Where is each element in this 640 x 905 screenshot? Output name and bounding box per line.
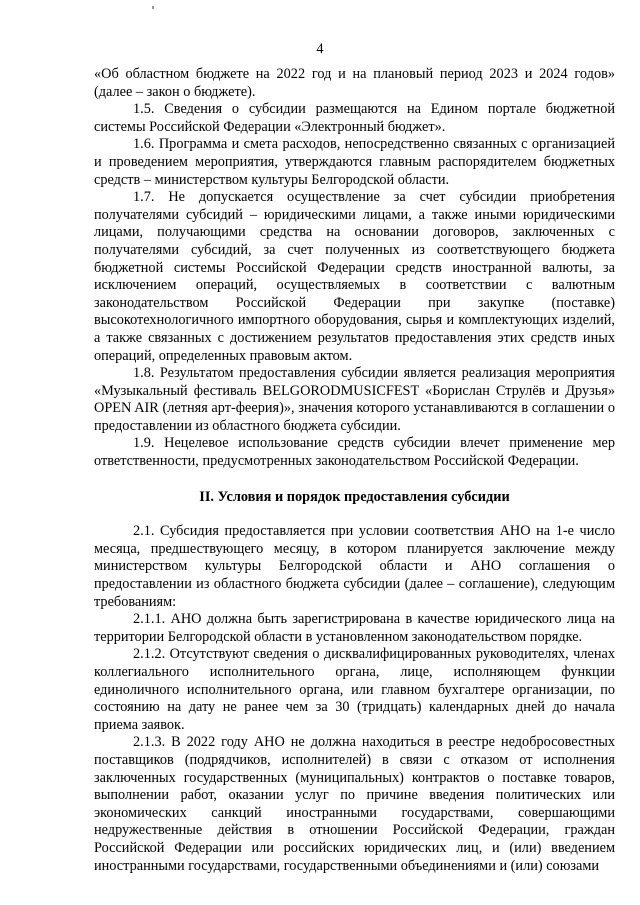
paragraph-1-6: 1.6. Программа и смета расходов, непосредственно связанных с организацией и проведением мероприятия, утверждаются главным распорядителем бюджетных средств – министерством культуры Белгородской области. bbox=[94, 136, 615, 188]
paragraph-2-1-2: 2.1.2. Отсутствуют сведения о дисквалифицированных руководителях, членах коллегиального исполнительного органа, лице, исполняющем функции единоличного исполнительного органа, или главном бухгалтере организации, по состоянию на дату не ранее чем за 30 (тридцать) календарных дней до начала приема заявок. bbox=[94, 646, 615, 733]
paragraph-2-1: 2.1. Субсидия предоставляется при условии соответствия АНО на 1-е число месяца, предшествующего месяцу, в котором планируется заключение между министерством культуры Белгородской области и АНО соглашения о предоставлении из областного бюджета субсидии (далее – соглашение), следующим требованиям: bbox=[94, 523, 615, 610]
paragraph-1-9: 1.9. Нецелевое использование средств субсидии влечет применение мер ответственности, предусмотренных законодательством Российской Федерации. bbox=[94, 435, 615, 470]
scan-speck bbox=[152, 6, 154, 9]
paragraph-1-8: 1.8. Результатом предоставления субсидии является реализация мероприятия «Музыкальный фестиваль BELGORODMUSICFEST «Борислан Струлёв и Друзья» OPEN AIR (летняя арт-феерия)», значения которого устанавливаются в соглашении о предоставлении из областного бюджета субсидии. bbox=[94, 365, 615, 434]
paragraph-1-5: 1.5. Сведения о субсидии размещаются на Едином портале бюджетной системы Российской Федерации «Электронный бюджет». bbox=[94, 101, 615, 135]
paragraph-2-1-1: 2.1.1. АНО должна быть зарегистрирована в качестве юридического лица на территории Белгородской области в установленном законодательством порядке. bbox=[94, 611, 615, 645]
paragraph-budget-law-ref: «Об областном бюджете на 2022 год и на плановый период 2023 и 2024 годов» (далее – закон о бюджете). bbox=[94, 66, 615, 100]
page-number: 4 bbox=[316, 41, 324, 57]
document-body bbox=[94, 66, 615, 875]
section-heading: II. Условия и порядок предоставления субсидии bbox=[199, 488, 510, 505]
paragraph-1-7: 1.7. Не допускается осуществление за счет субсидии приобретения получателями субсидий – юридическими лицами, а также иными юридическими лицами, получающими средства на основании договоров, заключенных с получателями субсидий, за счет полученных из соответствующего бюджета бюджетной системы Российской Федерации средств иностранной валюты, за исключением операций, осуществляемых в соответствии с валютным законодательством Российской Федерации при закупке (поставке) высокотехнологичного импортного оборудования, сырья и комплектующих изделий, а также связанных с достижением результатов предоставления этих средств иных операций, определенных правовым актом. bbox=[94, 189, 615, 364]
paragraph-2-1-3: 2.1.3. В 2022 году АНО не должна находиться в реестре недобросовестных поставщиков (подрядчиков, исполнителей) в связи с отказом от исполнения заключенных государственных (муниципальных) контрактов о поставке товаров, выполнении работ, оказании услуг по причине введения политических или экономических санкций иностранными государствами, совершающими недружественные действия в отношении Российской Федерации, граждан Российской Федерации или российских юридических лиц, и (или) введением иностранными государствами, государственными объединениями и (или) союзами bbox=[94, 734, 615, 874]
